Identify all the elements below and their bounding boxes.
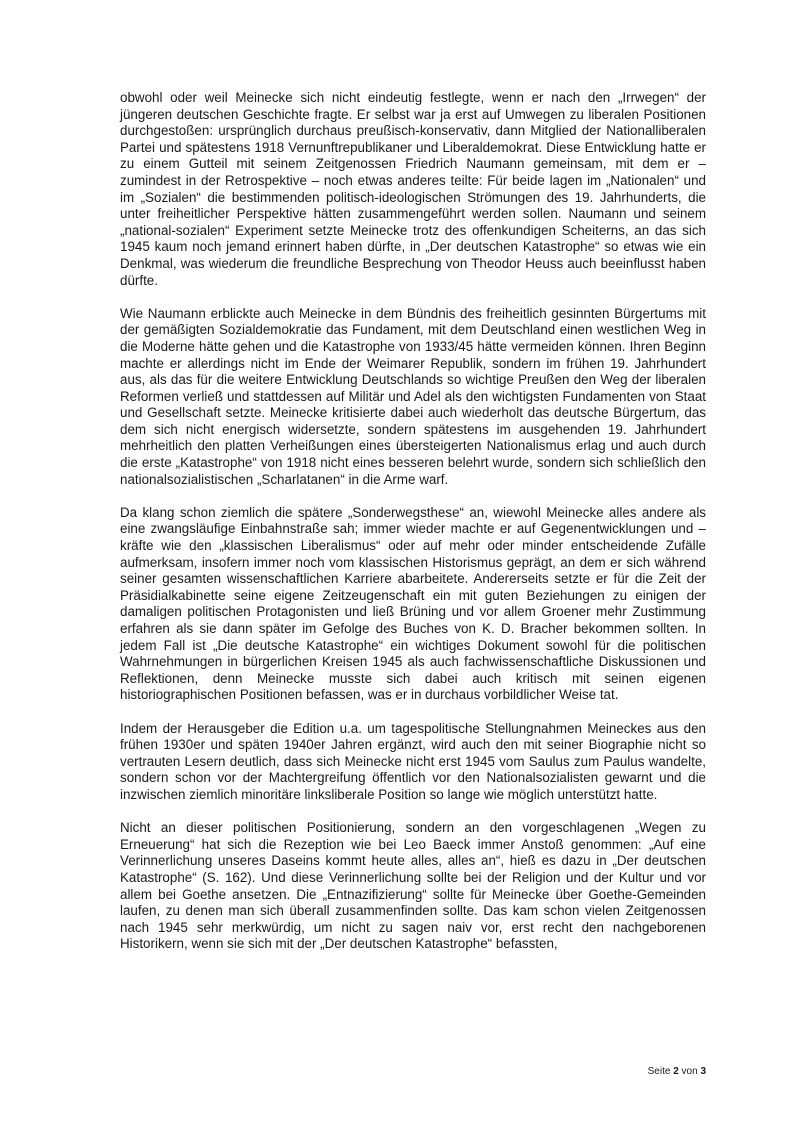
paragraph-3: Da klang schon ziemlich die spätere „Sonderwegsthese“ an, wiewohl Meinecke alles andere als eine zwangsläufige Einbahnstraße sah; immer wieder machte er auf Gegenentwicklungen und –kräfte wie den „klassischen Liberalismus“ oder auf mehr oder minder entscheidende Zufälle aufmerksam, insofern immer noch vom klassischen Historismus geprägt, an dem er sich während seiner gesamten wissenschaftlichen Karriere abarbeitete. Andererseits setzte er für die Zeit der Präsidialkabinette seine eigene Zeitzeugenschaft ein mit guten Beziehungen zu einigen der damaligen politischen Protagonisten und ließ Brüning und vor allem Groener mehr Zustimmung erfahren als sie dann später im Gefolge des Buches von K. D. Bracher bekommen sollten. In jedem Fall ist „Die deutsche Katastrophe“ ein wichtiges Dokument sowohl für die politischen Wahrnehmungen in bürgerlichen Kreisen 1945 als auch fachwissenschaftliche Diskussionen und Reflektionen, denn Meinecke musste sich dabei auch kritisch mit seinen eigenen historiographischen Positionen befassen, was er in durchaus vorbildlicher Weise tat. xyxy=(120,504,706,703)
paragraph-5: Nicht an dieser politischen Positionierung, sondern an den vorgeschlagenen „Wegen zu Erneuerung“ hat sich die Rezeption wie bei Leo Baeck immer Anstoß genommen: „Auf eine Verinnerlichung unseres Daseins kommt heute alles, alles an“, hieß es dazu in „Der deutschen Katastrophe“ (S. 162). Und diese Verinnerlichung sollte bei der Religion und der Kultur und vor allem bei Goethe ansetzen. Die „Entnazifizierung“ sollte für Meinecke über Goethe-Gemeinden laufen, zu denen man sich überall zusammenfinden sollte. Das kam schon vielen Zeitgenossen nach 1945 sehr merkwürdig, um nicht zu sagen naiv vor, erst recht den nachgeborenen Historikern, wenn sie sich mit der „Der deutschen Katastrophe“ befassten, xyxy=(120,820,706,952)
paragraph-1: obwohl oder weil Meinecke sich nicht eindeutig festlegte, wenn er nach den „Irrwegen“ der jüngeren deutschen Geschichte fragte. Er selbst war ja erst auf Umwegen zu liberalen Positionen durchgestoßen: ursprünglich durchaus preußisch-konservativ, dann Mitglied der Nationalliberalen Partei und spätestens 1918 Vernunftrepublikaner und Liberaldemokrat. Diese Entwicklung hatte er zu einem Gutteil mit seinem Zeitgenossen Friedrich Naumann gemeinsam, mit dem er – zumindest in der Retrospektive – noch etwas anderes teilte: Für beide lagen im „Nationalen“ und im „Sozialen“ die bestimmenden politisch-ideologischen Strömungen des 19. Jahrhunderts, die unter freiheitlicher Perspektive hätten zusammengeführt werden sollen. Naumann und seinem „national-sozialen“ Experiment setzte Meinecke trotz des offenkundigen Scheiterns, an das sich 1945 kaum noch jemand erinnert haben dürfte, in „Der deutschen Katastrophe“ so etwas wie ein Denkmal, was wiederum die freundliche Besprechung von Theodor Heuss auch beeinflusst haben dürfte. xyxy=(120,90,706,288)
body-text xyxy=(120,90,706,969)
page-footer xyxy=(648,1066,706,1077)
paragraph-4: Indem der Herausgeber die Edition u.a. um tagespolitische Stellungnahmen Meineckes aus den frühen 1930er und späten 1940er Jahren ergänzt, wird auch den mit seiner Biographie nicht so vertrauten Lesern deutlich, dass sich Meinecke nicht erst 1945 vom Saulus zum Paulus wandelte, sondern schon vor der Machtergreifung öffentlich vor den Nationalsozialisten gewarnt und die inzwischen ziemlich minoritäre linksliberale Position so lange wie möglich unterstützt hatte. xyxy=(120,720,706,802)
footer-separator: von xyxy=(678,1066,701,1077)
paragraph-2: Wie Naumann erblickte auch Meinecke in dem Bündnis des freiheitlich gesinnten Bürgertums mit der gemäßigten Sozialdemokratie das Fundament, mit dem Deutschland einen westlichen Weg in die Moderne hätte gehen und die Katastrophe von 1933/45 hätte vermeiden können. Ihren Beginn machte er allerdings nicht im Ende der Weimarer Republik, sondern im frühen 19. Jahrhundert aus, als das für die weitere Entwicklung Deutschlands so wichtige Preußen den Weg der liberalen Reformen verließ und stattdessen auf Militär und Adel als den wichtigsten Fundamenten von Staat und Gesellschaft setzte. Meinecke kritisierte dabei auch wiederholt das deutsche Bürgertum, das dem sich nicht energisch widersetzte, sondern spätestens im ausgehenden 19. Jahrhundert mehrheitlich den platten Verheißungen eines übersteigerten Nationalismus erlag und auch durch die erste „Katastrophe“ von 1918 nicht eines besseren belehrt wurde, sondern sich schließlich den nationalsozialistischen „Scharlatanen“ in die Arme warf. xyxy=(120,305,706,487)
footer-total-pages: 3 xyxy=(700,1066,706,1077)
footer-current-page: 2 xyxy=(673,1066,679,1077)
footer-prefix: Seite xyxy=(647,1066,674,1077)
